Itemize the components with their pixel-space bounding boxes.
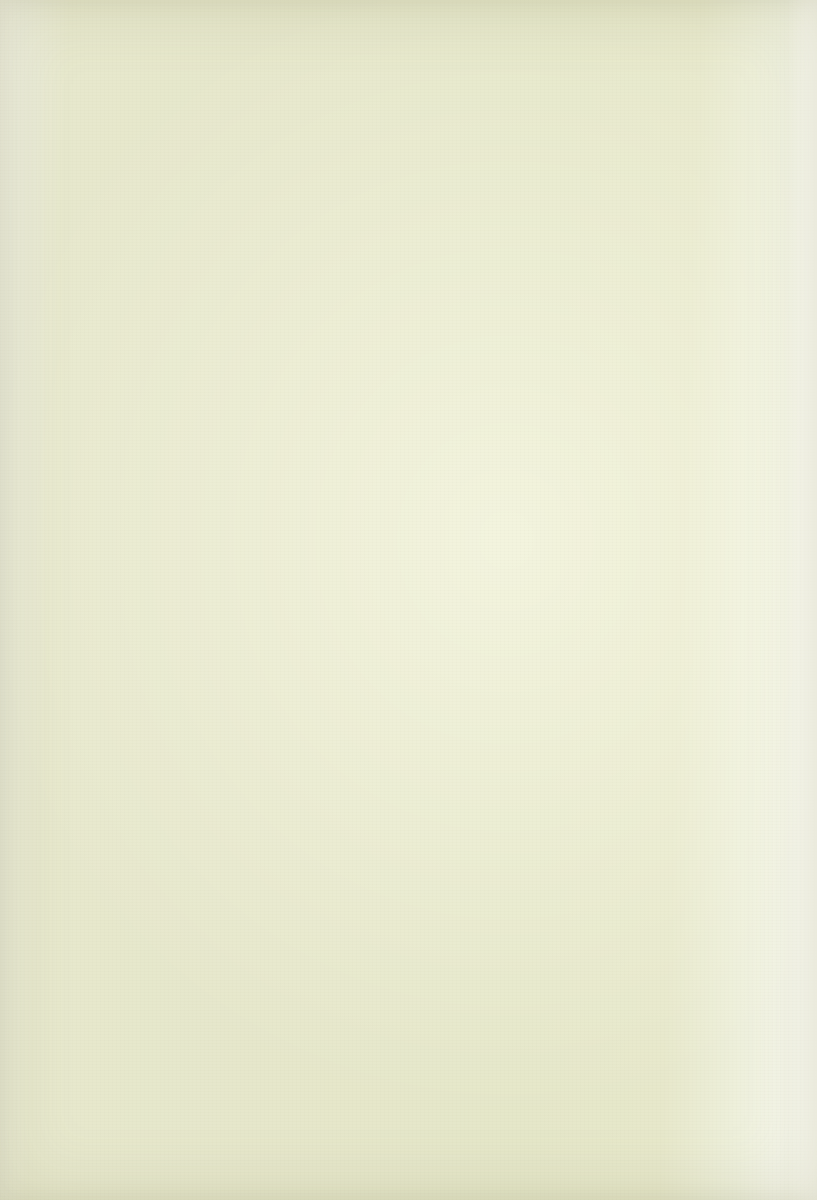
text-column — [110, 38, 790, 61]
page-edge-highlight — [787, 0, 817, 1200]
spacer — [110, 48, 790, 61]
